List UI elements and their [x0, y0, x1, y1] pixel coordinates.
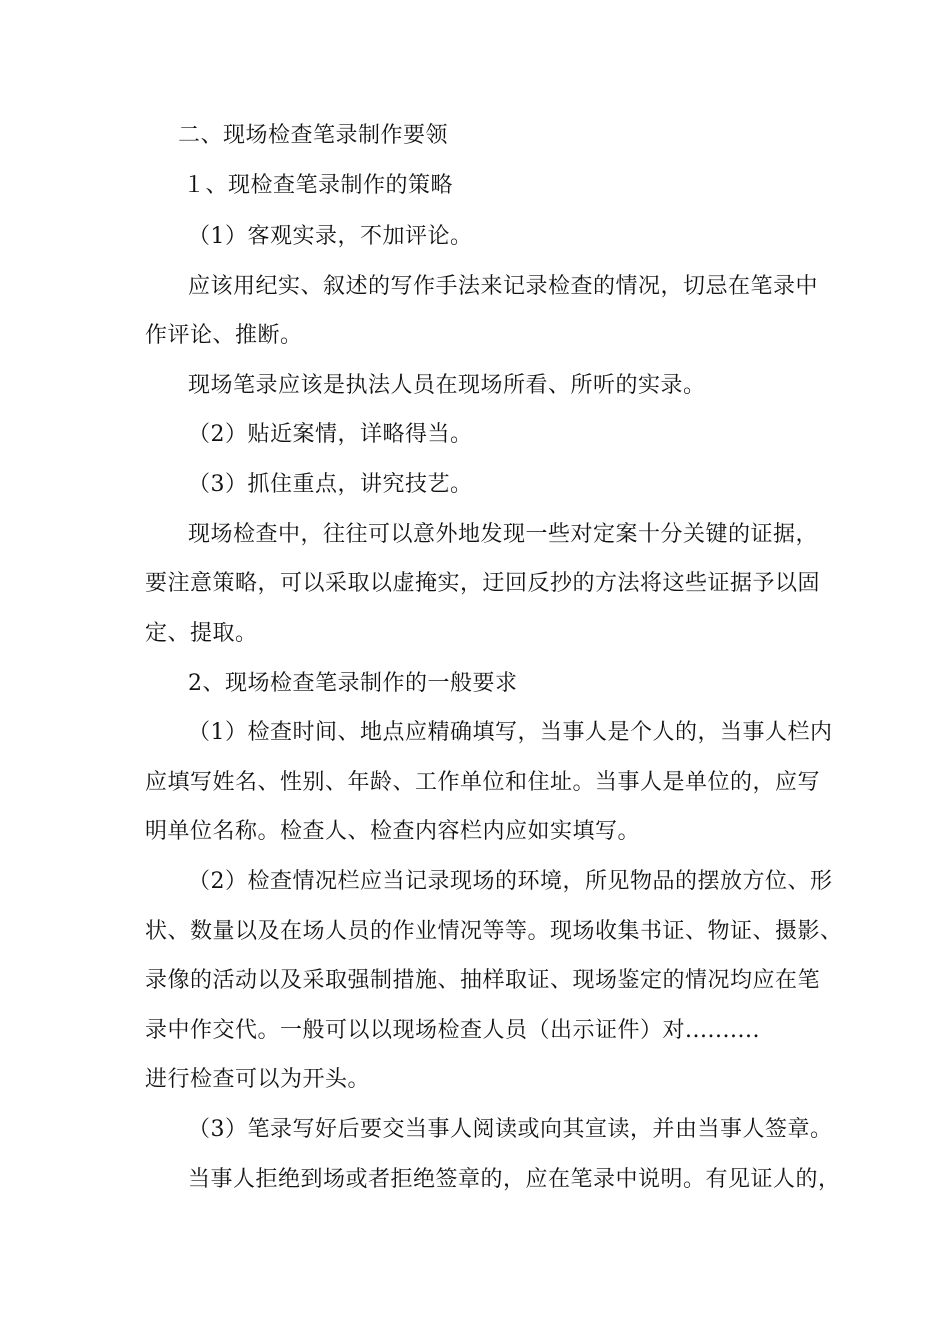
list-item: （3）抓住重点，讲究技艺。	[188, 472, 473, 497]
paragraph-line: 应该用纪实、叙述的写作手法来记录检查的情况，切忌在笔录中	[188, 274, 819, 299]
list-item: （2）贴近案情，详略得当。	[188, 422, 473, 447]
paragraph-line: 作评论、推断。	[145, 323, 303, 348]
paragraph-line: （2）检查情况栏应当记录现场的环境，所见物品的摆放方位、形	[188, 869, 833, 894]
paragraph-line: 现场检查中，往往可以意外地发现一些对定案十分关键的证据，	[188, 522, 819, 547]
subsection-heading: 2、现场检查笔录制作的一般要求	[188, 671, 518, 696]
paragraph-line: 要注意策略，可以采取以虚掩实，迂回反抄的方法将这些证据予以固	[145, 571, 821, 596]
paragraph-line: 定、提取。	[145, 621, 258, 646]
paragraph-line: 应填写姓名、性别、年龄、工作单位和住址。当事人是单位的，应写	[145, 770, 821, 795]
paragraph-line: 状、数量以及在场人员的作业情况等等。现场收集书证、物证、摄影、	[145, 919, 843, 944]
section-heading: 二、现场检查笔录制作要领	[178, 123, 449, 148]
list-item: （3）笔录写好后要交当事人阅读或向其宣读，并由当事人签章。	[188, 1117, 833, 1142]
paragraph-line: 进行检查可以为开头。	[145, 1067, 371, 1092]
paragraph-line: 录像的活动以及采取强制措施、抽样取证、现场鉴定的情况均应在笔	[145, 968, 821, 993]
paragraph-line: （1）检查时间、地点应精确填写，当事人是个人的，当事人栏内	[188, 720, 833, 745]
paragraph-line: 当事人拒绝到场或者拒绝签章的，应在笔录中说明。有见证人的，	[188, 1167, 841, 1192]
list-item: （1）客观实录，不加评论。	[188, 224, 473, 249]
paragraph-line: 明单位名称。检查人、检查内容栏内应如实填写。	[145, 819, 641, 844]
subsection-heading: １、现检查笔录制作的策略	[183, 173, 454, 198]
paragraph-line: 录中作交代。一般可以以现场检查人员（出示证件）对..........	[145, 1018, 760, 1043]
paragraph-line: 现场笔录应该是执法人员在现场所看、所听的实录。	[188, 373, 706, 398]
